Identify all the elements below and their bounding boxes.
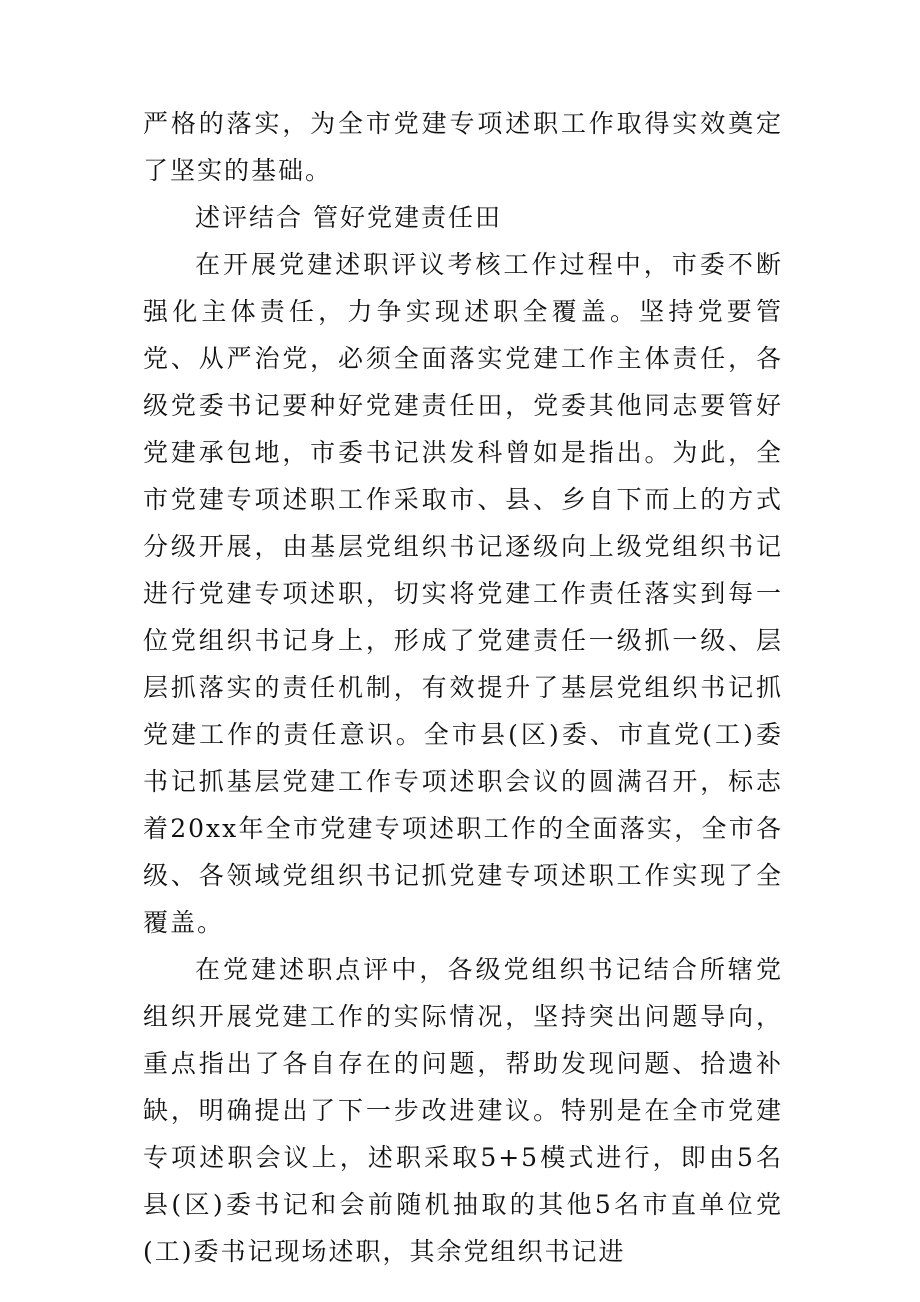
paragraph-review: 在党建述职点评中，各级党组织书记结合所辖党组织开展党建工作的实际情况，坚持突出问题导向，重点指出了各自存在的问题，帮助发现问题、拾遗补缺，明确提出了下一步改进建议。特别是在全市党建专项述职会议上，述职采取5+5模式进行，即由5名县(区)委书记和会前随机抽取的其他5名市直单位党(工)委书记现场述职，其余党组织书记进 [143, 955, 783, 1266]
document-body [143, 100, 783, 1275]
paragraph-continuation: 严格的落实，为全市党建专项述职工作取得实效奠定了坚实的基础。 [143, 109, 783, 185]
section-heading: 述评结合 管好党建责任田 [195, 203, 502, 232]
paragraph-main: 在开展党建述职评议考核工作过程中，市委不断强化主体责任，力争实现述职全覆盖。坚持党要管党、从严治党，必须全面落实党建工作主体责任，各级党委书记要种好党建责任田，党委其他同志要管好党建承包地，市委书记洪发科曾如是指出。为此，全市党建专项述职工作采取市、县、乡自下而上的方式分级开展，由基层党组织书记逐级向上级党组织书记进行党建专项述职，切实将党建工作责任落实到每一位党组织书记身上，形成了党建责任一级抓一级、层层抓落实的责任机制，有效提升了基层党组织书记抓党建工作的责任意识。全市县(区)委、市直党(工)委书记抓基层党建工作专项述职会议的圆满召开，标志着20xx年全市党建专项述职工作的全面落实，全市各级、各领域党组织书记抓党建专项述职工作实现了全覆盖。 [143, 250, 783, 937]
